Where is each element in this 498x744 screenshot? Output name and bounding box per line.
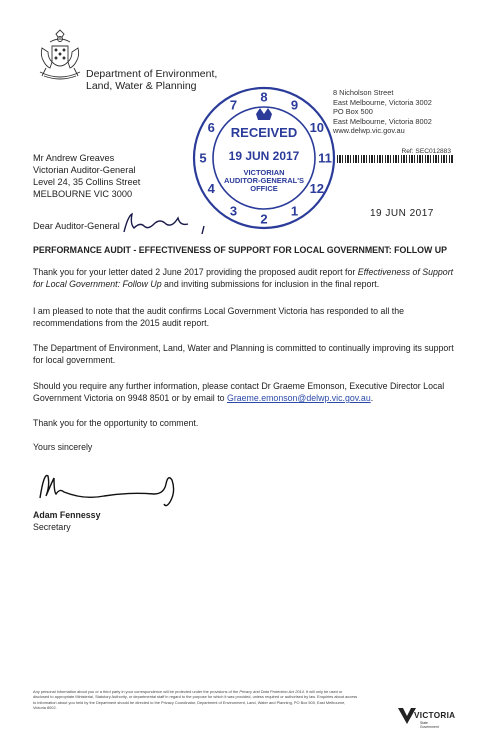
body-p1-after: and inviting submissions for inclusion in the final report. (161, 279, 380, 289)
stamp-office-line-3: OFFICE (250, 184, 278, 193)
signatory-name: Adam Fennessy (33, 510, 101, 520)
recipient-line-1: Mr Andrew Greaves (33, 153, 115, 163)
body-p4-after: . (370, 393, 374, 403)
victoria-logo-subtitle (420, 721, 439, 729)
victoria-logo-sub-1: State (420, 721, 428, 725)
address-line-2: East Melbourne, Victoria 3002 (333, 97, 432, 107)
stamp-ring-number: 3 (229, 203, 238, 219)
stamp-ring-number: 4 (207, 181, 215, 196)
body-paragraph-4 (33, 380, 465, 404)
recipient-line-4: MELBOURNE VIC 3000 (33, 189, 133, 199)
stamp-ring-number: 6 (207, 120, 215, 135)
stamp-ring-number: 2 (260, 211, 268, 227)
address-line-3: PO Box 500 (333, 107, 373, 117)
salutation: Dear Auditor-General (33, 221, 120, 231)
stamp-date: 19 JUN 2017 (228, 149, 300, 163)
stamp-ring-number: 5 (199, 150, 207, 166)
website-link[interactable]: www.delwp.vic.gov.au (333, 126, 405, 136)
stamp-ring-number: 1 (290, 203, 299, 219)
body-p1-before: Thank you for your letter dated 2 June 2017 providing the proposed audit report for (33, 267, 358, 277)
signature (32, 468, 192, 512)
body-paragraph-5: Thank you for the opportunity to comment. (33, 418, 199, 428)
body-paragraph-1 (33, 266, 465, 290)
stamp-ring-number: 10 (309, 120, 325, 135)
recipient-address (33, 152, 140, 200)
letter-subject: PERFORMANCE AUDIT - EFFECTIVENESS OF SUPPORT FOR LOCAL GOVERNMENT: FOLLOW UP (33, 245, 447, 255)
closing: Yours sincerely (33, 442, 93, 452)
body-p4-before: Should you require any further information, please contact Dr Graeme Emonson, Executive Director Local Government Victoria on 9948 8501 or by email to (33, 381, 445, 403)
received-stamp (190, 84, 338, 232)
letter-date: 19 JUN 2017 (370, 208, 434, 219)
recipient-line-3: Level 24, 35 Collins Street (33, 177, 141, 187)
victoria-logo-word: VICTORIA (414, 711, 456, 720)
signatory-title: Secretary (33, 522, 71, 532)
stamp-ring-number: 7 (229, 97, 238, 113)
recipient-line-2: Victorian Auditor-General (33, 165, 136, 175)
stamp-received: RECEIVED (230, 125, 298, 140)
victoria-coat-of-arms-icon (34, 28, 86, 86)
reference-number: Ref: SEC012883 (401, 148, 451, 155)
department-address (333, 88, 432, 136)
victoria-logo-sub-2: Government (420, 725, 439, 729)
handwritten-annotation (120, 210, 212, 238)
privacy-text-before: Any personal information about you or a third party in your correspondence will be protected under the provisions of the (33, 689, 240, 694)
address-line-4: East Melbourne, Victoria 8002 (333, 116, 432, 126)
body-paragraph-2: I am pleased to note that the audit confirms Local Government Victoria has responded to all the recommendations from the 2015 audit report. (33, 306, 404, 328)
barcode (337, 155, 453, 163)
address-line-1: 8 Nicholson Street (333, 88, 394, 97)
privacy-text-after: . It will only be used or disclosed to appropriate Ministerial, Statutory Authority, or departmental staff in regard to the purpose for which it was provided, unless required or authorised by law. Enquiries about access to information about you held by the Department should be directed to the Privacy Coordinator, Department of Environment, Land, Water and Planning, PO Box 500, East Melbourne, Victoria 8002. (33, 689, 358, 710)
body-paragraph-3: The Department of Environment, Land, Water and Planning is committed to continually improving its support for local government. (33, 343, 454, 365)
stamp-office-line-2: AUDITOR-GENERAL'S (224, 176, 304, 185)
stamp-ring-number: 11 (318, 150, 332, 166)
department-name-line-1: Department of Environment, (86, 68, 218, 80)
stamp-ring-number: 12 (309, 181, 325, 196)
privacy-footer (33, 689, 359, 710)
department-name-line-2: Land, Water & Planning (86, 80, 197, 92)
stamp-ring-number: 8 (260, 89, 268, 105)
privacy-act-name: Privacy and Data Protection Act 2014 (239, 689, 304, 694)
stamp-crown-icon (256, 108, 272, 120)
stamp-ring-number: 9 (290, 97, 299, 113)
body-p1-report-title: Effectiveness of Support for Local Government: Follow Up (33, 267, 454, 289)
email-link[interactable]: Graeme.emonson@delwp.vic.gov.au (226, 393, 371, 403)
stamp-office-line-1: VICTORIAN (243, 168, 285, 177)
